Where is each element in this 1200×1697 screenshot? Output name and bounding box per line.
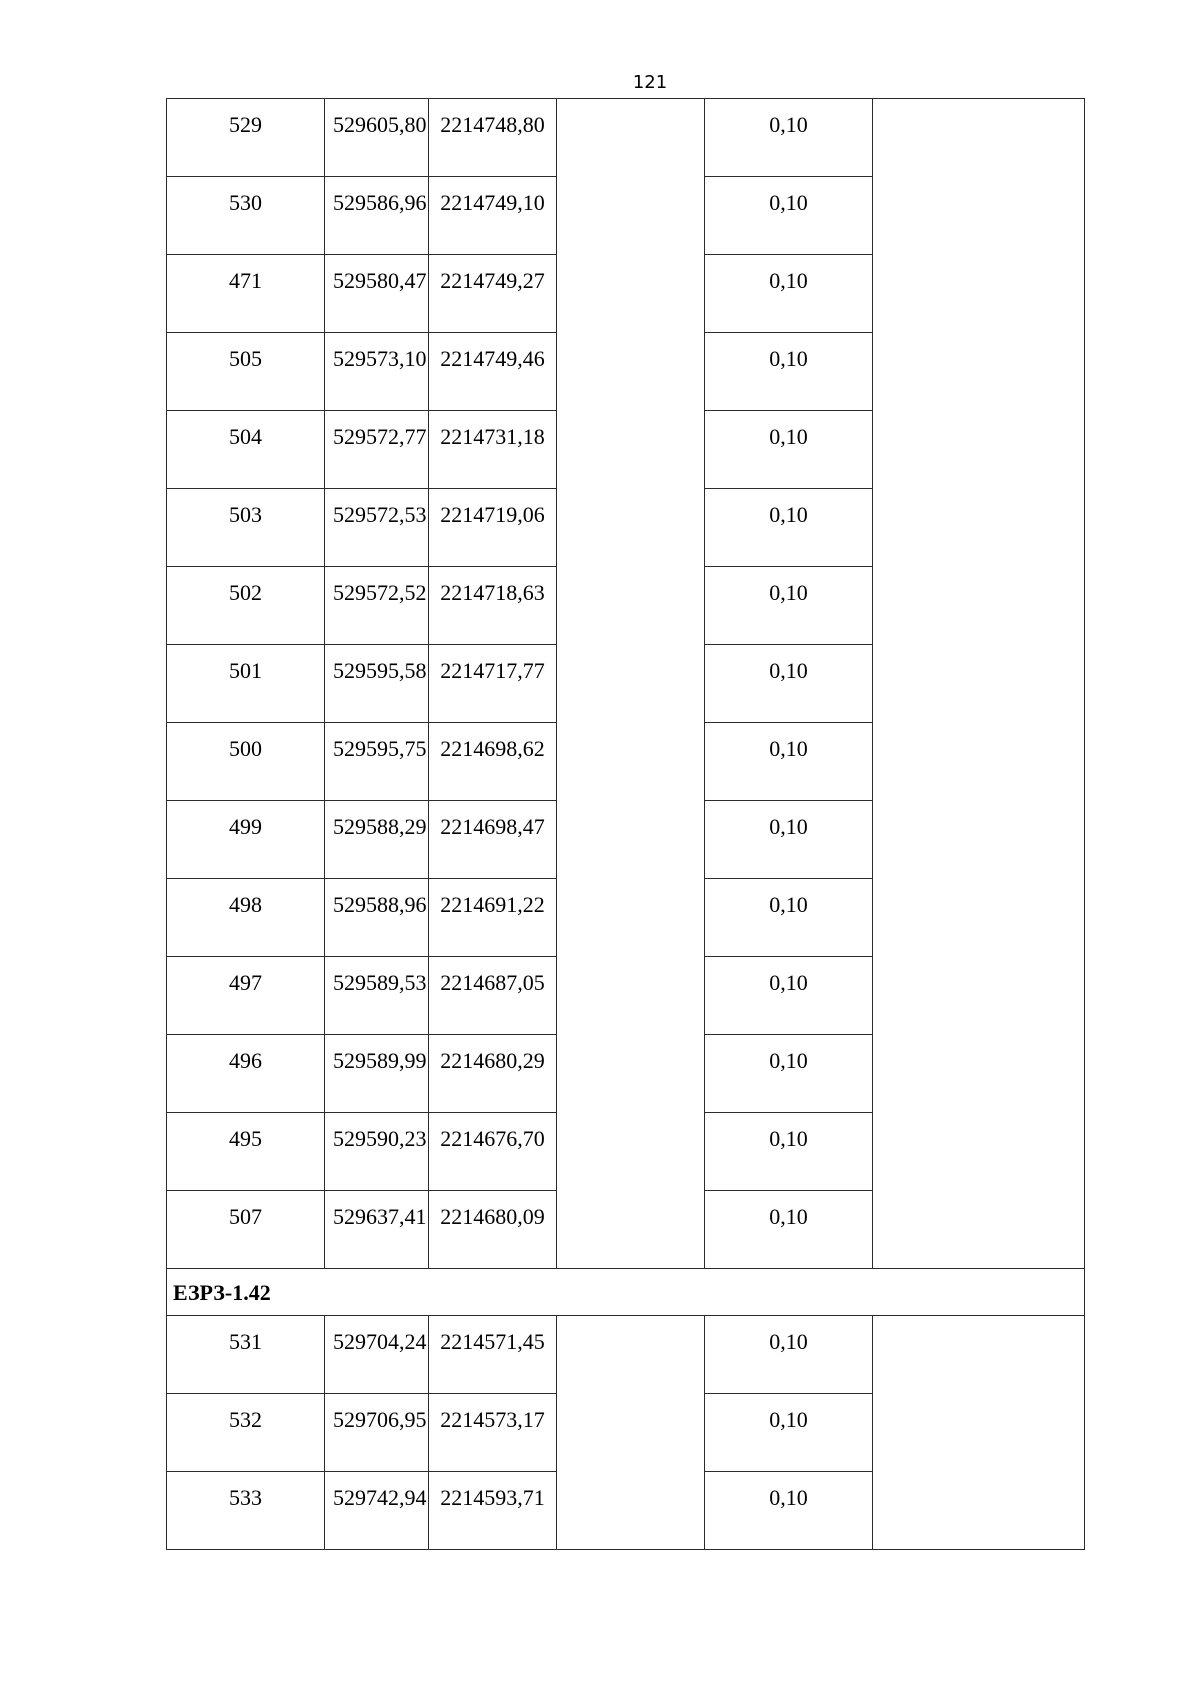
y-coordinate-cell: 2214717,77 (429, 645, 557, 723)
x-coordinate-cell: 529572,77 (325, 411, 429, 489)
point-id-cell: 471 (167, 255, 325, 333)
value-cell: 0,10 (705, 1394, 873, 1472)
empty-cell (873, 411, 1085, 489)
table-row (167, 99, 1085, 177)
value-cell: 0,10 (705, 723, 873, 801)
empty-cell (557, 879, 705, 957)
value-cell: 0,10 (705, 489, 873, 567)
table-body-group-b (167, 1316, 1085, 1550)
empty-cell (873, 879, 1085, 957)
empty-cell (873, 333, 1085, 411)
empty-cell (873, 957, 1085, 1035)
empty-cell (873, 567, 1085, 645)
y-coordinate-cell: 2214749,27 (429, 255, 557, 333)
y-coordinate-cell: 2214749,10 (429, 177, 557, 255)
value-cell: 0,10 (705, 411, 873, 489)
x-coordinate-cell: 529572,53 (325, 489, 429, 567)
empty-cell (873, 645, 1085, 723)
x-coordinate-cell: 529588,96 (325, 879, 429, 957)
point-id-cell: 501 (167, 645, 325, 723)
table-row (167, 255, 1085, 333)
x-coordinate-cell: 529637,41 (325, 1191, 429, 1269)
point-id-cell: 531 (167, 1316, 325, 1394)
empty-cell (557, 99, 705, 177)
table-row (167, 1316, 1085, 1394)
y-coordinate-cell: 2214698,62 (429, 723, 557, 801)
value-cell: 0,10 (705, 1316, 873, 1394)
y-coordinate-cell: 2214719,06 (429, 489, 557, 567)
y-coordinate-cell: 2214593,71 (429, 1472, 557, 1550)
empty-cell (873, 723, 1085, 801)
x-coordinate-cell: 529605,80 (325, 99, 429, 177)
x-coordinate-cell: 529572,52 (325, 567, 429, 645)
empty-cell (557, 333, 705, 411)
empty-cell (557, 1394, 705, 1472)
x-coordinate-cell: 529590,23 (325, 1113, 429, 1191)
x-coordinate-cell: 529589,53 (325, 957, 429, 1035)
empty-cell (557, 645, 705, 723)
table-row (167, 1113, 1085, 1191)
empty-cell (873, 255, 1085, 333)
empty-cell (557, 1113, 705, 1191)
x-coordinate-cell: 529706,95 (325, 1394, 429, 1472)
coordinates-table (166, 98, 1085, 1550)
empty-cell (557, 411, 705, 489)
y-coordinate-cell: 2214680,09 (429, 1191, 557, 1269)
x-coordinate-cell: 529580,47 (325, 255, 429, 333)
empty-cell (873, 1191, 1085, 1269)
table-row (167, 1472, 1085, 1550)
y-coordinate-cell: 2214749,46 (429, 333, 557, 411)
point-id-cell: 502 (167, 567, 325, 645)
y-coordinate-cell: 2214571,45 (429, 1316, 557, 1394)
table-row (167, 801, 1085, 879)
section-title: ЕЗРЗ-1.42 (167, 1269, 1085, 1316)
y-coordinate-cell: 2214698,47 (429, 801, 557, 879)
table-row (167, 645, 1085, 723)
empty-cell (873, 489, 1085, 567)
empty-cell (557, 489, 705, 567)
table-row (167, 333, 1085, 411)
empty-cell (873, 1035, 1085, 1113)
value-cell: 0,10 (705, 567, 873, 645)
y-coordinate-cell: 2214748,80 (429, 99, 557, 177)
y-coordinate-cell: 2214731,18 (429, 411, 557, 489)
empty-cell (557, 1316, 705, 1394)
table-row (167, 723, 1085, 801)
table-row (167, 1394, 1085, 1472)
empty-cell (873, 801, 1085, 879)
table-row (167, 567, 1085, 645)
empty-cell (557, 723, 705, 801)
x-coordinate-cell: 529589,99 (325, 1035, 429, 1113)
point-id-cell: 495 (167, 1113, 325, 1191)
empty-cell (873, 99, 1085, 177)
value-cell: 0,10 (705, 879, 873, 957)
value-cell: 0,10 (705, 957, 873, 1035)
page-number: 121 (632, 72, 668, 93)
y-coordinate-cell: 2214691,22 (429, 879, 557, 957)
empty-cell (873, 1113, 1085, 1191)
empty-cell (557, 1191, 705, 1269)
point-id-cell: 503 (167, 489, 325, 567)
value-cell: 0,10 (705, 1113, 873, 1191)
point-id-cell: 499 (167, 801, 325, 879)
table-body-group-a (167, 99, 1085, 1269)
point-id-cell: 533 (167, 1472, 325, 1550)
point-id-cell: 507 (167, 1191, 325, 1269)
empty-cell (557, 255, 705, 333)
empty-cell (873, 1394, 1085, 1472)
point-id-cell: 504 (167, 411, 325, 489)
empty-cell (873, 177, 1085, 255)
empty-cell (557, 957, 705, 1035)
value-cell: 0,10 (705, 99, 873, 177)
empty-cell (873, 1316, 1085, 1394)
point-id-cell: 496 (167, 1035, 325, 1113)
point-id-cell: 497 (167, 957, 325, 1035)
x-coordinate-cell: 529742,94 (325, 1472, 429, 1550)
x-coordinate-cell: 529704,24 (325, 1316, 429, 1394)
table-row (167, 177, 1085, 255)
x-coordinate-cell: 529595,58 (325, 645, 429, 723)
empty-cell (557, 1035, 705, 1113)
value-cell: 0,10 (705, 333, 873, 411)
empty-cell (873, 1472, 1085, 1550)
point-id-cell: 532 (167, 1394, 325, 1472)
table-row (167, 1035, 1085, 1113)
y-coordinate-cell: 2214687,05 (429, 957, 557, 1035)
table-section (167, 1269, 1085, 1316)
x-coordinate-cell: 529573,10 (325, 333, 429, 411)
empty-cell (557, 177, 705, 255)
x-coordinate-cell: 529588,29 (325, 801, 429, 879)
value-cell: 0,10 (705, 801, 873, 879)
x-coordinate-cell: 529595,75 (325, 723, 429, 801)
point-id-cell: 505 (167, 333, 325, 411)
x-coordinate-cell: 529586,96 (325, 177, 429, 255)
value-cell: 0,10 (705, 1035, 873, 1113)
empty-cell (557, 1472, 705, 1550)
y-coordinate-cell: 2214718,63 (429, 567, 557, 645)
table-row (167, 489, 1085, 567)
y-coordinate-cell: 2214676,70 (429, 1113, 557, 1191)
section-header-row (167, 1269, 1085, 1316)
value-cell: 0,10 (705, 645, 873, 723)
y-coordinate-cell: 2214680,29 (429, 1035, 557, 1113)
point-id-cell: 498 (167, 879, 325, 957)
table-row (167, 1191, 1085, 1269)
point-id-cell: 500 (167, 723, 325, 801)
value-cell: 0,10 (705, 255, 873, 333)
value-cell: 0,10 (705, 1191, 873, 1269)
y-coordinate-cell: 2214573,17 (429, 1394, 557, 1472)
value-cell: 0,10 (705, 1472, 873, 1550)
point-id-cell: 530 (167, 177, 325, 255)
table-row (167, 957, 1085, 1035)
table-row (167, 879, 1085, 957)
table-row (167, 411, 1085, 489)
empty-cell (557, 801, 705, 879)
empty-cell (557, 567, 705, 645)
value-cell: 0,10 (705, 177, 873, 255)
point-id-cell: 529 (167, 99, 325, 177)
